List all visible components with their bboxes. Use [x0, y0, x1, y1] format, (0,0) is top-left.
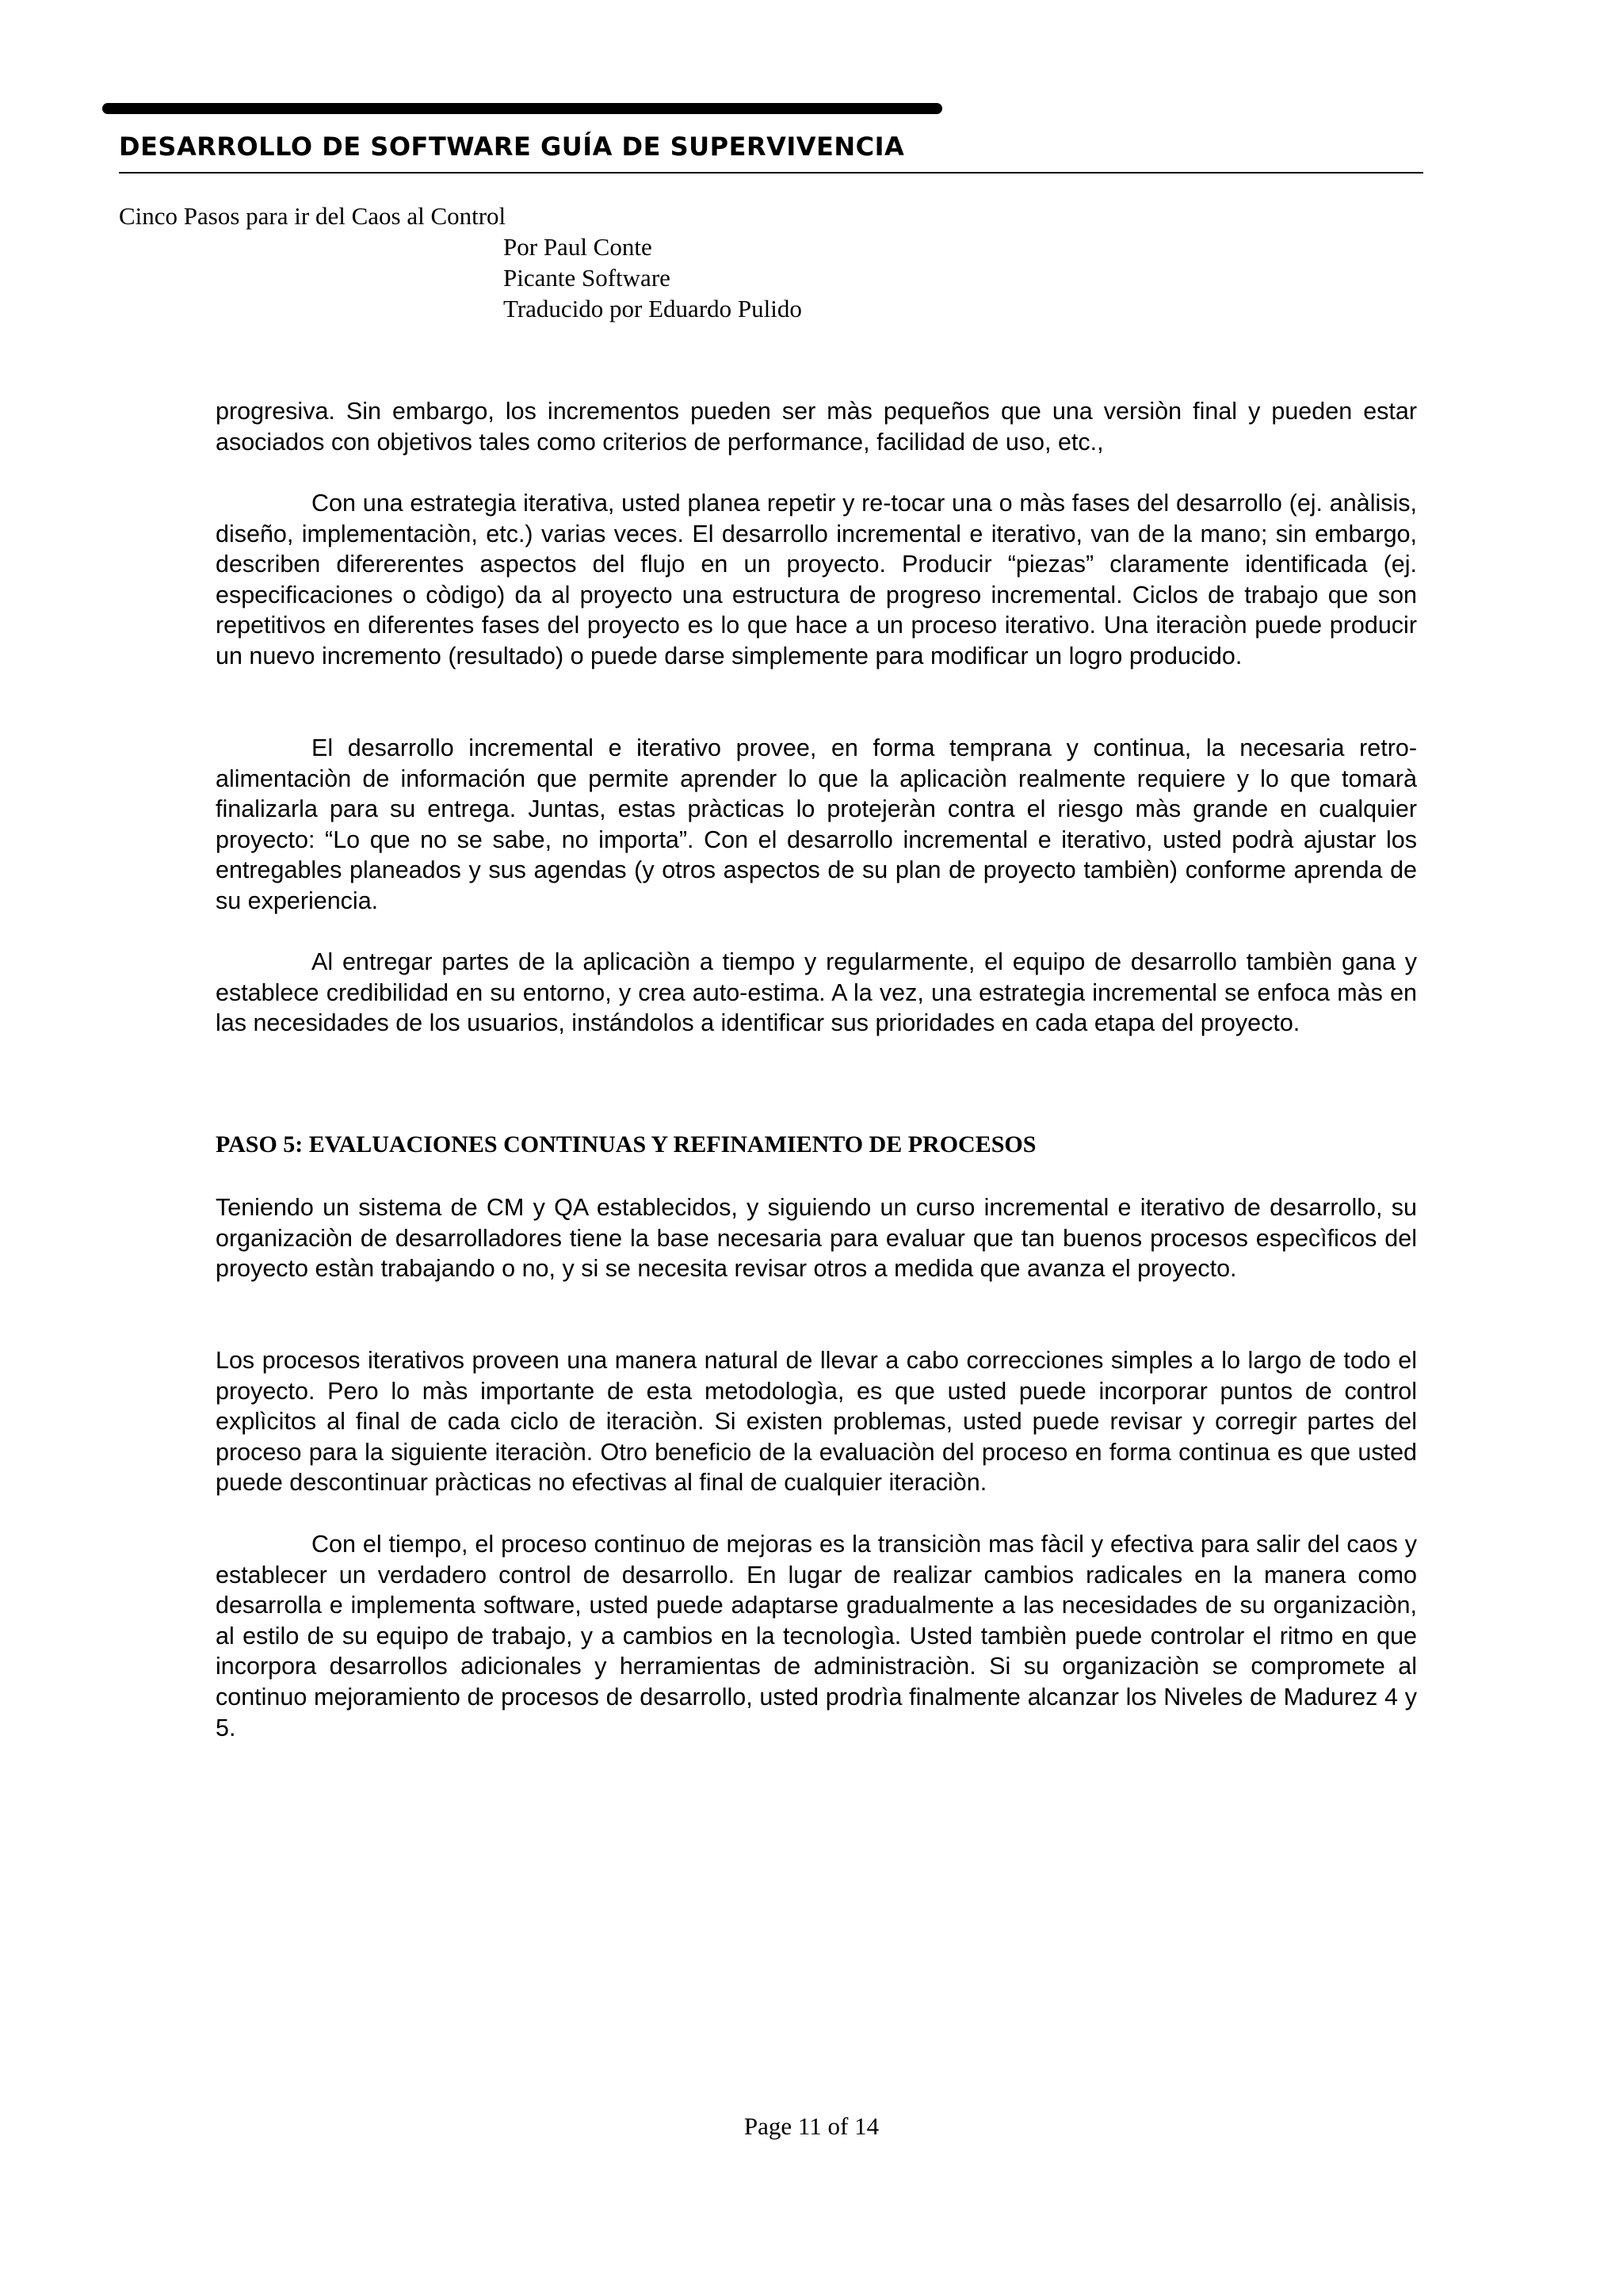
section-heading: PASO 5: EVALUACIONES CONTINUAS Y REFINAMIENTO DE PROCESOS [216, 1131, 1037, 1158]
paragraph-text: Teniendo un sistema de CM y QA establecidos, y siguiendo un curso incremental e iterativo de desarrollo, su organizaciòn de desarrolladores tiene la base necesaria para evaluar que tan buenos procesos especìficos del proyecto estàn trabajando o no, y si se necesita revisar otros a medida que avanza el proyecto. [216, 1194, 1417, 1283]
company-line: Picante Software [503, 264, 670, 292]
body-paragraph-4 [216, 947, 1417, 1039]
paragraph-text: Los procesos iterativos proveen una manera natural de llevar a cabo correcciones simples a lo largo de todo el proyecto. Pero lo màs importante de esta metodologìa, es que usted puede incorporar puntos de control explìcitos al final de cada ciclo de iteraciòn. Si existen problemas, usted puede revisar y corregir partes del proceso para la siguiente iteraciòn. Otro beneficio de la evaluaciòn del proceso en forma continua es que usted puede descontinuar pràcticas no efectivas al final de cualquier iteraciòn. [216, 1347, 1417, 1497]
header-thick-rule [102, 103, 942, 114]
body-paragraph-3 [216, 733, 1417, 917]
author-line: Por Paul Conte [503, 233, 652, 261]
body-paragraph-1 [216, 396, 1417, 457]
body-paragraph-7 [216, 1529, 1417, 1743]
body-paragraph-5 [216, 1192, 1417, 1284]
page-number: Page 11 of 14 [743, 2112, 880, 2140]
header-thin-rule [119, 172, 1423, 174]
paragraph-text: El desarrollo incremental e iterativo provee, en forma temprana y continua, la necesaria retro-alimentaciòn de información que permite aprender lo que la aplicaciòn realmente requiere y lo que tomarà finalizarla para su entrega. Juntas, estas pràcticas lo protejeràn contra el riesgo màs grande en cualquier proyecto: “Lo que no se sabe, no importa”. Con el desarrollo incremental e iterativo, usted podrà ajustar los entregables planeados y sus agendas (y otros aspectos de su plan de proyecto tambièn) conforme aprenda de su experiencia. [216, 734, 1417, 914]
paragraph-text: Al entregar partes de la aplicaciòn a tiempo y regularmente, el equipo de desarrollo tambièn gana y establece credibilidad en su entorno, y crea auto-estima. A la vez, una estrategia incremental se enfoca màs en las necesidades de los usuarios, instándolos a identificar sus prioridades en cada etapa del proyecto. [216, 948, 1417, 1037]
translator-line: Traducido por Eduardo Pulido [503, 295, 802, 322]
paragraph-text: progresiva. Sin embargo, los incrementos pueden ser màs pequeños que una versiòn final y pueden estar asociados con objetivos tales como criterios de performance, facilidad de uso, etc., [216, 398, 1417, 456]
body-paragraph-6 [216, 1345, 1417, 1498]
paragraph-text: Con el tiempo, el proceso continuo de mejoras es la transiciòn mas fàcil y efectiva para salir del caos y establecer un verdadero control de desarrollo. En lugar de realizar cambios radicales en la manera como desarrolla e implementa software, usted puede adaptarse gradualmente a las necesidades de su organizaciòn, al estilo de su equipo de trabajo, y a cambios en la tecnologìa. Usted tambièn puede controlar el ritmo en que incorpora desarrollos adicionales y herramientas de administraciòn. Si su organizaciòn se compromete al continuo mejoramiento de procesos de desarrollo, usted prodrìa finalmente alcanzar los Niveles de Madurez 4 y 5. [216, 1531, 1417, 1741]
body-paragraph-2 [216, 488, 1417, 672]
document-title: DESARROLLO DE SOFTWARE GUÍA DE SUPERVIVENCIA [119, 132, 905, 162]
paragraph-text: Con una estrategia iterativa, usted planea repetir y re-tocar una o màs fases del desarrollo (ej. anàlisis, diseño, implementaciòn, etc.) varias veces. El desarrollo incremental e iterativo, van de la mano; sin embargo, describen difererentes aspectos del flujo en un proyecto. Producir “piezas” claramente identificada (ej. especificaciones o còdigo) da al proyecto una estructura de progreso incremental. Ciclos de trabajo que son repetitivos en diferentes fases del proyecto es lo que hace a un proceso iterativo. Una iteraciòn puede producir un nuevo incremento (resultado) o puede darse simplemente para modificar un logro producido. [216, 490, 1417, 669]
document-subtitle: Cinco Pasos para ir del Caos al Control [119, 202, 506, 230]
